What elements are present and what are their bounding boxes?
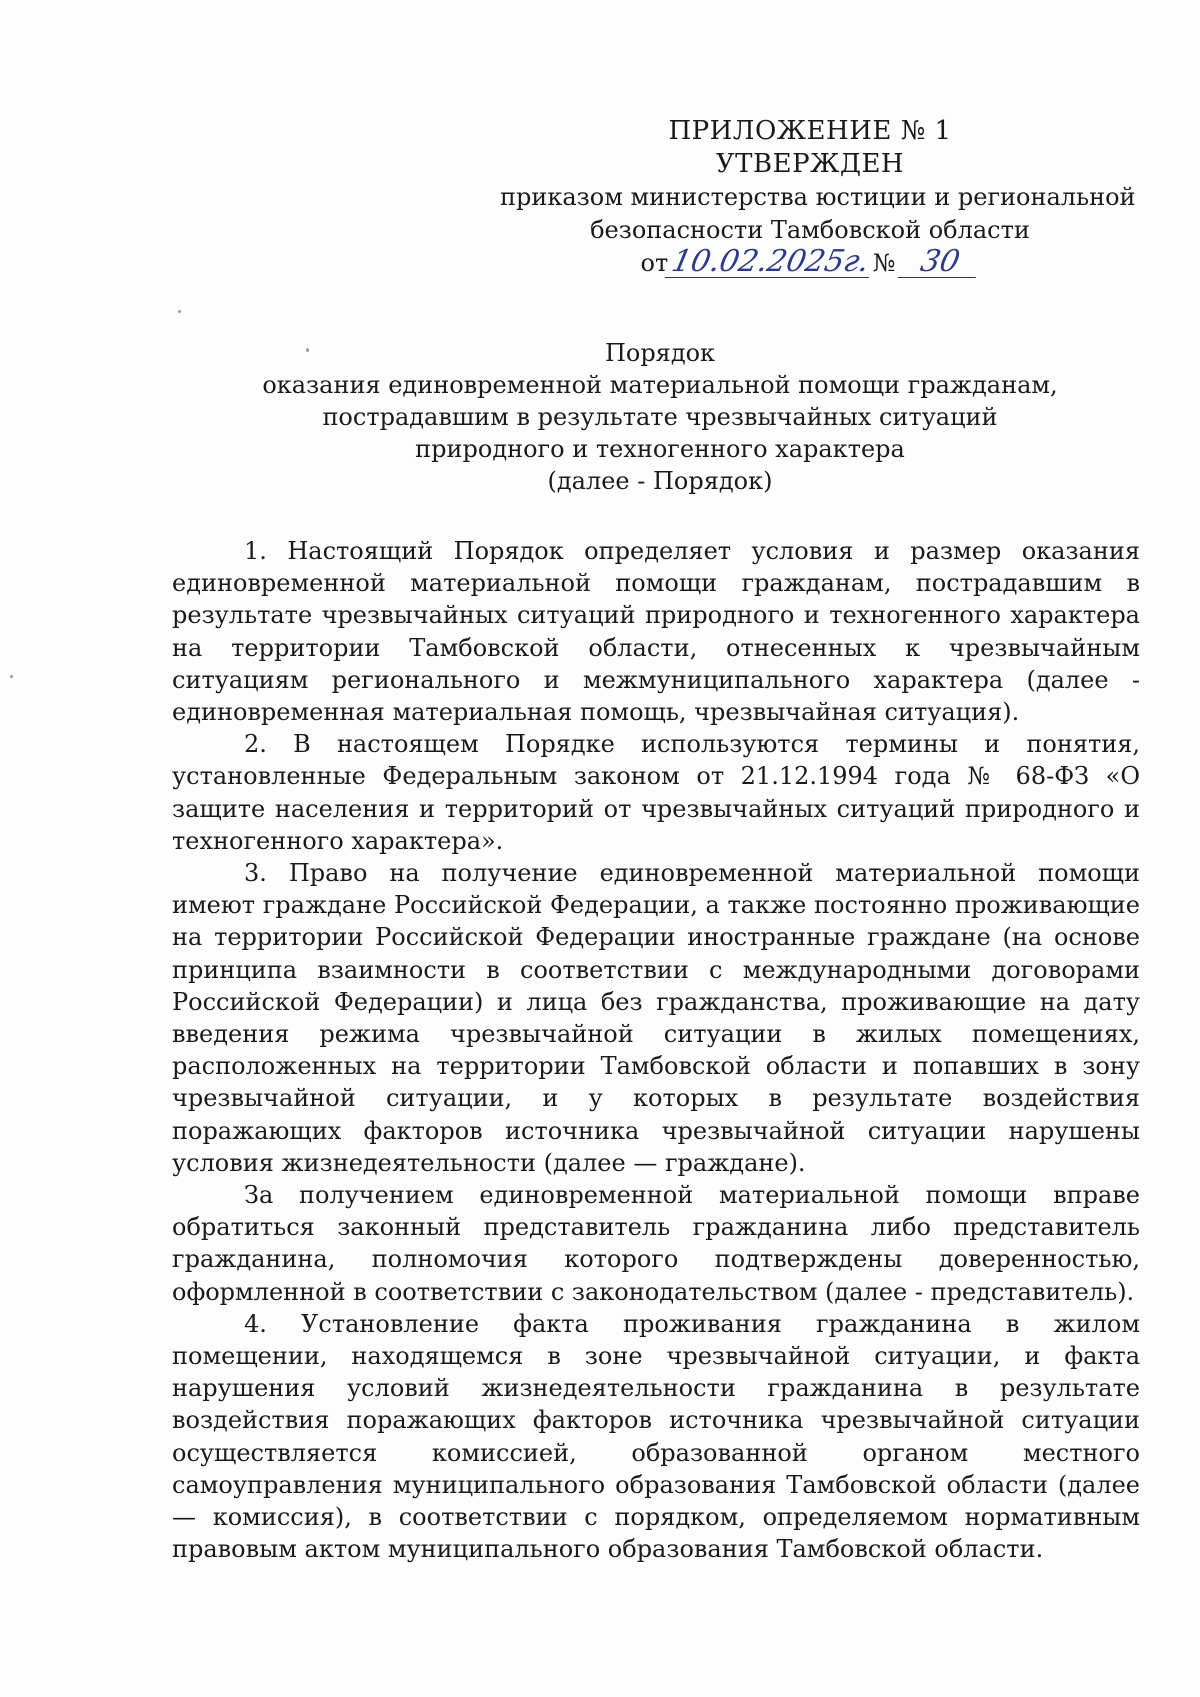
number-prefix: №: [872, 249, 896, 277]
approved-heading: УТВЕРЖДЕН: [715, 149, 905, 179]
paragraph-3: 3. Право на получение единовременной материальной помощи имеют граждане Российской Федерации, а также постоянно проживающие на территории Российской Федерации иностранные граждане (на основе принципа взаимности в соответствии с международными договорами Российской Федерации) и лица без гражданства, проживающие на дату введения режима чрезвычайной ситуации в жилых помещениях, расположенных на территории Тамбовской области и попавших в зону чрезвычайной ситуации, и у которых в результате воздействия поражающих факторов источника чрезвычайной ситуации нарушены условия жизнедеятельности (далее — граждане).: [172, 859, 1140, 1177]
scan-speck: [178, 310, 181, 313]
paragraph-3-representative: За получением единовременной материальной помощи вправе обратиться законный представитель гражданина либо представитель гражданина, полномочия которого подтверждены доверенностью, оформленной в соответствии с законодательством (далее - представитель).: [172, 1181, 1140, 1306]
title-line-5: (далее - Порядок): [547, 467, 773, 495]
date-prefix: от: [640, 249, 669, 277]
document-body: [172, 535, 1140, 1566]
approval-block: [500, 115, 1136, 280]
title-line-4: природного и техногенного характера: [415, 435, 905, 463]
approval-date-line: [500, 244, 1120, 280]
paragraph-1: 1. Настоящий Порядок определяет условия и размер оказания единовременной материальной помощи гражданам, пострадавшим в результате чрезвычайных ситуаций природного и техногенного характера на территории Тамбовской области, отнесенных к чрезвычайным ситуациям регионального и межмуниципального характера (далее - единовременная материальная помощь, чрезвычайная ситуация).: [172, 537, 1140, 727]
title-line-3: пострадавшим в результате чрезвычайных ситуаций: [322, 403, 998, 431]
document-title: [170, 337, 1150, 497]
approval-agency-line: безопасности Тамбовской области: [590, 216, 1030, 244]
paragraph-4: 4. Установление факта проживания гражданина в жилом помещении, находящемся в зоне чрезвычайной ситуации, и факта нарушения условий жизнедеятельности гражданина в результате воздействия поражающих факторов источника чрезвычайной ситуации осуществляется комиссией, образованной органом местного самоуправления муниципального образования Тамбовской области (далее — комиссия), в соответствии с порядком, определяемом нормативным правовым актом муниципального образования Тамбовской области.: [172, 1309, 1140, 1564]
paragraph-2: 2. В настоящем Порядке используются термины и понятия, установленные Федеральным законом от 21.12.1994 года № 68-ФЗ «О защите населения и территорий от чрезвычайных ситуаций природного и техногенного характера».: [172, 730, 1140, 855]
scan-speck: [10, 675, 13, 678]
title-line-1: Порядок: [604, 339, 716, 367]
approval-order-line: приказом министерства юстиции и региональной: [500, 183, 1136, 211]
handwritten-date: 10.02.2025г.: [665, 247, 876, 278]
title-line-2: оказания единовременной материальной помощи гражданам,: [262, 371, 1058, 399]
handwritten-number: 30: [898, 247, 983, 278]
appendix-heading: ПРИЛОЖЕНИЕ № 1: [668, 116, 952, 146]
